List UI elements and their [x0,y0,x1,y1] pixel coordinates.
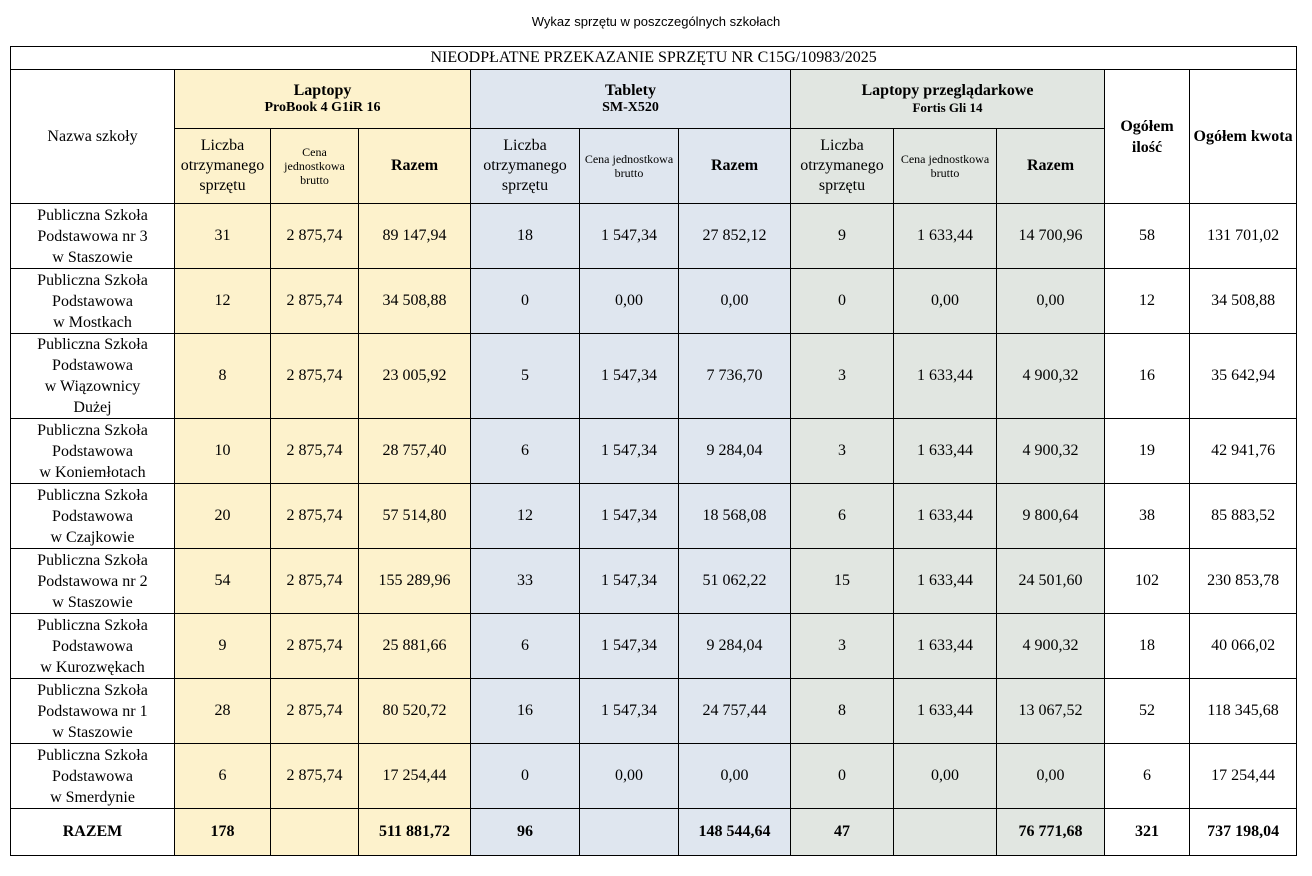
browser-laptop-qty-cell: 0 [791,269,894,334]
browser-laptop-price-cell: 1 633,44 [894,334,997,419]
school-name-line: Publiczna Szkoła [37,336,148,353]
browser-laptop-price-cell: 0,00 [894,269,997,334]
laptop-sum-cell: 25 881,66 [359,614,471,679]
group-name: Laptopy przeglądarkowe [861,82,1034,99]
totals-total-amount: 737 198,04 [1190,809,1297,856]
browser-laptop-sum-cell: 4 900,32 [997,419,1105,484]
tablet-price-cell: 1 547,34 [580,204,679,269]
browser-laptop-price-cell: 1 633,44 [894,204,997,269]
group-name: Laptopy [293,82,352,99]
group-model: SM-X520 [602,100,659,115]
browser-laptop-sum-header: Razem [997,129,1105,204]
tablet-qty-cell: 16 [471,679,580,744]
tablet-sum-cell: 9 284,04 [679,419,791,484]
laptop-sum-cell: 89 147,94 [359,204,471,269]
total-amount-cell: 35 642,94 [1190,334,1297,419]
table-title: NIEODPŁATNE PRZEKAZANIE SPRZĘTU NR C15G/10983/2025 [11,47,1297,70]
tablet-qty-cell: 5 [471,334,580,419]
total-qty-cell: 19 [1105,419,1190,484]
tablet-qty-cell: 6 [471,419,580,484]
totals-browser-laptop-sum: 76 771,68 [997,809,1105,856]
school-name-line: Publiczna Szkoła [37,681,148,699]
tablet-sum-cell: 27 852,12 [679,204,791,269]
school-name-line: Podstawowa [52,442,133,460]
browser-laptop-price-cell: 1 633,44 [894,614,997,679]
laptop-price-cell: 2 875,74 [271,204,359,269]
total-amount-cell: 118 345,68 [1190,679,1297,744]
table-row [11,744,1297,809]
totals-row [11,809,1297,856]
school-name-line: Publiczna Szkoła [37,206,148,224]
tablet-price-cell: 1 547,34 [580,549,679,614]
total-qty-cell: 58 [1105,204,1190,269]
school-name-cell [11,269,175,334]
school-name-line: Podstawowa [52,637,133,655]
school-name-cell [11,484,175,549]
laptop-qty-cell: 10 [175,419,271,484]
totals-tablet-sum: 148 544,64 [679,809,791,856]
total-qty-cell: 52 [1105,679,1190,744]
school-name-line: Podstawowa nr 1 [37,702,148,720]
total-amount-cell: 131 701,02 [1190,204,1297,269]
browser-laptop-sum-cell: 0,00 [997,269,1105,334]
school-name-cell [11,419,175,484]
browser-laptop-sum-cell: 24 501,60 [997,549,1105,614]
total-amount-cell: 85 883,52 [1190,484,1297,549]
browser-laptop-sum-cell: 13 067,52 [997,679,1105,744]
school-name-cell [11,334,175,419]
school-name-line: Podstawowa [52,292,133,310]
table-row [11,679,1297,744]
school-name-line: w Koniemłotach [39,463,146,481]
laptop-price-cell: 2 875,74 [271,334,359,419]
tablet-price-cell: 1 547,34 [580,614,679,679]
totals-label: RAZEM [11,809,175,856]
page-title: Wykaz sprzętu w poszczególnych szkołach [531,14,781,29]
laptop-price-cell: 2 875,74 [271,484,359,549]
browser-laptop-sum-cell: 14 700,96 [997,204,1105,269]
browser-laptop-qty-cell: 8 [791,679,894,744]
laptop-sum-cell: 80 520,72 [359,679,471,744]
school-name-line: w Mostkach [53,313,132,331]
total-amount-cell: 230 853,78 [1190,549,1297,614]
tablet-price-header: Cena jednostkowa brutto [580,129,679,204]
browser-laptop-qty-cell: 15 [791,549,894,614]
tablet-qty-cell: 12 [471,484,580,549]
total-qty-cell: 6 [1105,744,1190,809]
total-amount-cell: 40 066,02 [1190,614,1297,679]
browser-laptop-price-cell: 1 633,44 [894,484,997,549]
school-name-line: w Smerdynie [50,788,135,806]
school-name-line: Publiczna Szkoła [37,421,148,439]
school-name-cell [11,614,175,679]
total-amount-header: Ogółem kwota [1190,70,1297,204]
totals-total-qty: 321 [1105,809,1190,856]
school-name-line: Podstawowa nr 2 [37,572,148,590]
browser-laptop-qty-cell: 3 [791,334,894,419]
group-header-browser-laptops [791,70,1105,129]
laptop-price-cell: 2 875,74 [271,419,359,484]
laptop-qty-cell: 9 [175,614,271,679]
table-row [11,419,1297,484]
school-name-line: Podstawowa [52,357,133,374]
table-body [11,204,1297,809]
laptop-sum-cell: 28 757,40 [359,419,471,484]
browser-laptop-sum-cell: 0,00 [997,744,1105,809]
tablet-sum-cell: 0,00 [679,744,791,809]
laptop-sum-cell: 57 514,80 [359,484,471,549]
school-name-line: w Staszowie [52,723,133,741]
browser-laptop-qty-cell: 3 [791,419,894,484]
tablet-sum-cell: 0,00 [679,269,791,334]
tablet-qty-cell: 0 [471,269,580,334]
tablet-sum-cell: 51 062,22 [679,549,791,614]
table-row [11,269,1297,334]
laptop-sum-cell: 34 508,88 [359,269,471,334]
table-row [11,484,1297,549]
laptop-price-cell: 2 875,74 [271,269,359,334]
laptop-qty-cell: 54 [175,549,271,614]
group-name: Tablety [605,82,656,99]
totals-tablet-qty: 96 [471,809,580,856]
laptop-qty-cell: 12 [175,269,271,334]
equipment-table [10,46,1297,856]
total-qty-cell: 18 [1105,614,1190,679]
group-model: Fortis Gli 14 [912,100,983,115]
tablet-qty-header: Liczba otrzymanego sprzętu [471,129,580,204]
laptop-sum-cell: 17 254,44 [359,744,471,809]
school-name-line: w Staszowie [52,248,133,266]
total-qty-cell: 102 [1105,549,1190,614]
school-name-line: Publiczna Szkoła [37,616,148,634]
browser-laptop-price-cell: 1 633,44 [894,549,997,614]
browser-laptop-price-header: Cena jednostkowa brutto [894,129,997,204]
browser-laptop-sum-cell: 9 800,64 [997,484,1105,549]
totals-browser-laptop-qty: 47 [791,809,894,856]
school-name-cell [11,744,175,809]
totals-laptop-qty: 178 [175,809,271,856]
laptop-qty-cell: 31 [175,204,271,269]
browser-laptop-price-cell: 1 633,44 [894,679,997,744]
browser-laptop-qty-cell: 6 [791,484,894,549]
school-name-line: Publiczna Szkoła [37,746,148,764]
school-name-line: w Staszowie [52,593,133,611]
school-name-header: Nazwa szkoły [11,70,175,204]
tablet-qty-cell: 33 [471,549,580,614]
tablet-sum-cell: 9 284,04 [679,614,791,679]
laptop-qty-cell: 8 [175,334,271,419]
browser-laptop-sum-cell: 4 900,32 [997,614,1105,679]
browser-laptop-price-cell: 1 633,44 [894,419,997,484]
laptop-sum-cell: 155 289,96 [359,549,471,614]
tablet-qty-cell: 18 [471,204,580,269]
tablet-price-cell: 1 547,34 [580,419,679,484]
school-name-line: w Wiązownicy [44,378,141,395]
totals-laptop-sum: 511 881,72 [359,809,471,856]
group-header-laptops [175,70,471,129]
laptop-price-cell: 2 875,74 [271,614,359,679]
totals-laptop-price [271,809,359,856]
laptop-qty-cell: 28 [175,679,271,744]
browser-laptop-qty-cell: 3 [791,614,894,679]
laptop-qty-cell: 6 [175,744,271,809]
group-header-tablets [471,70,791,129]
laptop-price-header: Cena jednostkowa brutto [271,129,359,204]
table-row [11,614,1297,679]
school-name-line: Podstawowa [52,767,133,785]
tablet-price-cell: 1 547,34 [580,334,679,419]
tablet-price-cell: 1 547,34 [580,484,679,549]
school-name-line: Podstawowa nr 3 [37,227,148,245]
total-qty-cell: 38 [1105,484,1190,549]
tablet-sum-header: Razem [679,129,791,204]
tablet-qty-cell: 6 [471,614,580,679]
total-qty-cell: 12 [1105,269,1190,334]
tablet-price-cell: 1 547,34 [580,679,679,744]
school-name-line: Publiczna Szkoła [37,551,148,569]
browser-laptop-price-cell: 0,00 [894,744,997,809]
group-model: ProBook 4 G1iR 16 [264,100,381,115]
table-row [11,204,1297,269]
tablet-price-cell: 0,00 [580,744,679,809]
tablet-sum-cell: 7 736,70 [679,334,791,419]
school-name-line: Podstawowa [52,507,133,525]
browser-laptop-qty-cell: 9 [791,204,894,269]
school-name-cell [11,679,175,744]
tablet-sum-cell: 18 568,08 [679,484,791,549]
totals-browser-laptop-price [894,809,997,856]
table-row [11,334,1297,419]
laptop-price-cell: 2 875,74 [271,679,359,744]
school-name-line: w Kurozwękach [40,658,145,676]
school-name-line: Publiczna Szkoła [37,271,148,289]
total-amount-cell: 42 941,76 [1190,419,1297,484]
laptop-sum-cell: 23 005,92 [359,334,471,419]
browser-laptop-qty-header: Liczba otrzymanego sprzętu [791,129,894,204]
school-name-cell [11,204,175,269]
table-row [11,549,1297,614]
total-qty-header: Ogółem ilość [1105,70,1190,204]
laptop-qty-cell: 20 [175,484,271,549]
school-name-cell [11,549,175,614]
total-amount-cell: 17 254,44 [1190,744,1297,809]
school-name-line: Publiczna Szkoła [37,486,148,504]
browser-laptop-sum-cell: 4 900,32 [997,334,1105,419]
total-amount-cell: 34 508,88 [1190,269,1297,334]
laptop-price-cell: 2 875,74 [271,744,359,809]
school-name-line: w Czajkowie [50,528,135,546]
laptop-price-cell: 2 875,74 [271,549,359,614]
tablet-qty-cell: 0 [471,744,580,809]
school-name-line: Dużej [73,399,112,416]
totals-tablet-price [580,809,679,856]
browser-laptop-qty-cell: 0 [791,744,894,809]
tablet-price-cell: 0,00 [580,269,679,334]
total-qty-cell: 16 [1105,334,1190,419]
tablet-sum-cell: 24 757,44 [679,679,791,744]
laptop-qty-header: Liczba otrzymanego sprzętu [175,129,271,204]
laptop-sum-header: Razem [359,129,471,204]
